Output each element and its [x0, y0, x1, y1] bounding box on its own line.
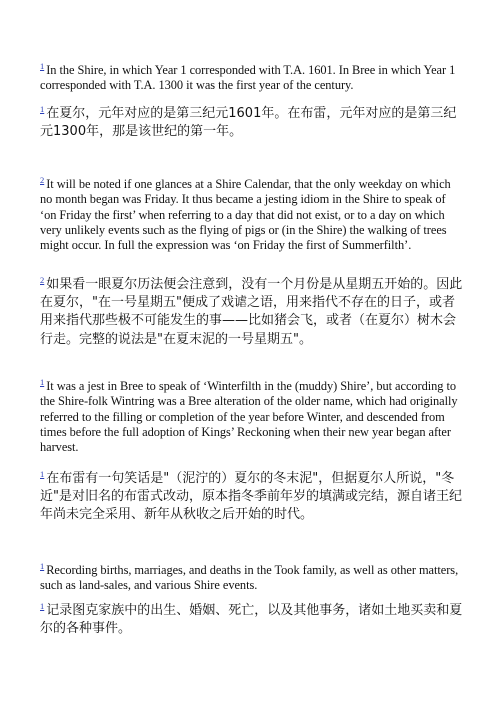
- footnote-3-chinese: [40, 470, 464, 525]
- footnote-4-chinese: [40, 602, 464, 638]
- footnote-text: 如果看一眼夏尔历法便会注意到，没有一个月份是从星期五开始的。因此在夏尔，"在一号星期五"便成了戏谑之语，用来指代不存在的日子，或者用来指代那些极不可能发生的事——比如猪会飞，或者（在夏尔）树木会行走。完整的说法是"在夏末泥的一号星期五"。: [40, 277, 463, 347]
- footnote-2-english: [40, 174, 464, 253]
- footnote-marker-link[interactable]: 1: [40, 468, 45, 479]
- footnote-marker-link[interactable]: 2: [40, 174, 45, 185]
- footnote-marker-link[interactable]: 1: [40, 103, 45, 114]
- footnote-marker-link[interactable]: 1: [40, 600, 45, 611]
- footnote-text: 记录图克家族中的出生、婚姻、死亡，以及其他事务，诸如土地买卖和夏尔的各种事件。: [40, 603, 463, 637]
- footnote-text: It was a jest in Bree to speak of ‘Winterfilth in the (muddy) Shire’, but according to the Shire-folk Wintring was a Bree alteration of the older name, which had originally referred to the filling or completion of the year before Winter, and descended from times before the full adoption of Kings’ Reckoning when their new year began after harvest.: [40, 379, 458, 455]
- footnote-text: 在布雷有一句笑话是"（泥泞的）夏尔的冬末泥"，但据夏尔人所说，"冬近"是对旧名的布雷式改动，原本指冬季前年岁的填满或完结，源自诸王纪年尚未完全采用、新年从秋收之后开始的时代。: [40, 471, 462, 523]
- footnote-4-english: [40, 560, 464, 594]
- footnote-marker-link[interactable]: 2: [40, 274, 45, 285]
- footnote-marker-link[interactable]: 1: [40, 376, 45, 387]
- footnote-text: It will be noted if one glances at a Shire Calendar, that the only weekday on which no month began was Friday. It thus became a jesting idiom in the Shire to speak of ‘on Friday the first’ when referring to a day that did not exist, or to a day on which very unlikely events such as the flying of pigs or (in the Shire) the walking of trees might occur. In full the expression was ‘on Friday the first of Summerfilth’.: [40, 177, 451, 253]
- footnote-2-chinese: [40, 276, 464, 349]
- footnote-text: In the Shire, in which Year 1 corresponded with T.A. 1601. In Bree in which Year 1 corresponded with T.A. 1300 it was the first year of the century.: [40, 63, 456, 93]
- footnote-marker-link[interactable]: 1: [40, 560, 45, 571]
- footnote-1-chinese: [40, 105, 464, 141]
- footnote-1-english: [40, 60, 464, 94]
- footnote-text: 在夏尔，元年对应的是第三纪元1601年。在布雷，元年对应的是第三纪元1300年，那是该世纪的第一年。: [40, 106, 457, 140]
- footnote-3-english: [40, 376, 464, 455]
- footnote-marker-link[interactable]: 1: [40, 60, 45, 71]
- footnote-text: Recording births, marriages, and deaths in the Took family, as well as other matters, such as land-sales, and various Shire events.: [40, 563, 459, 593]
